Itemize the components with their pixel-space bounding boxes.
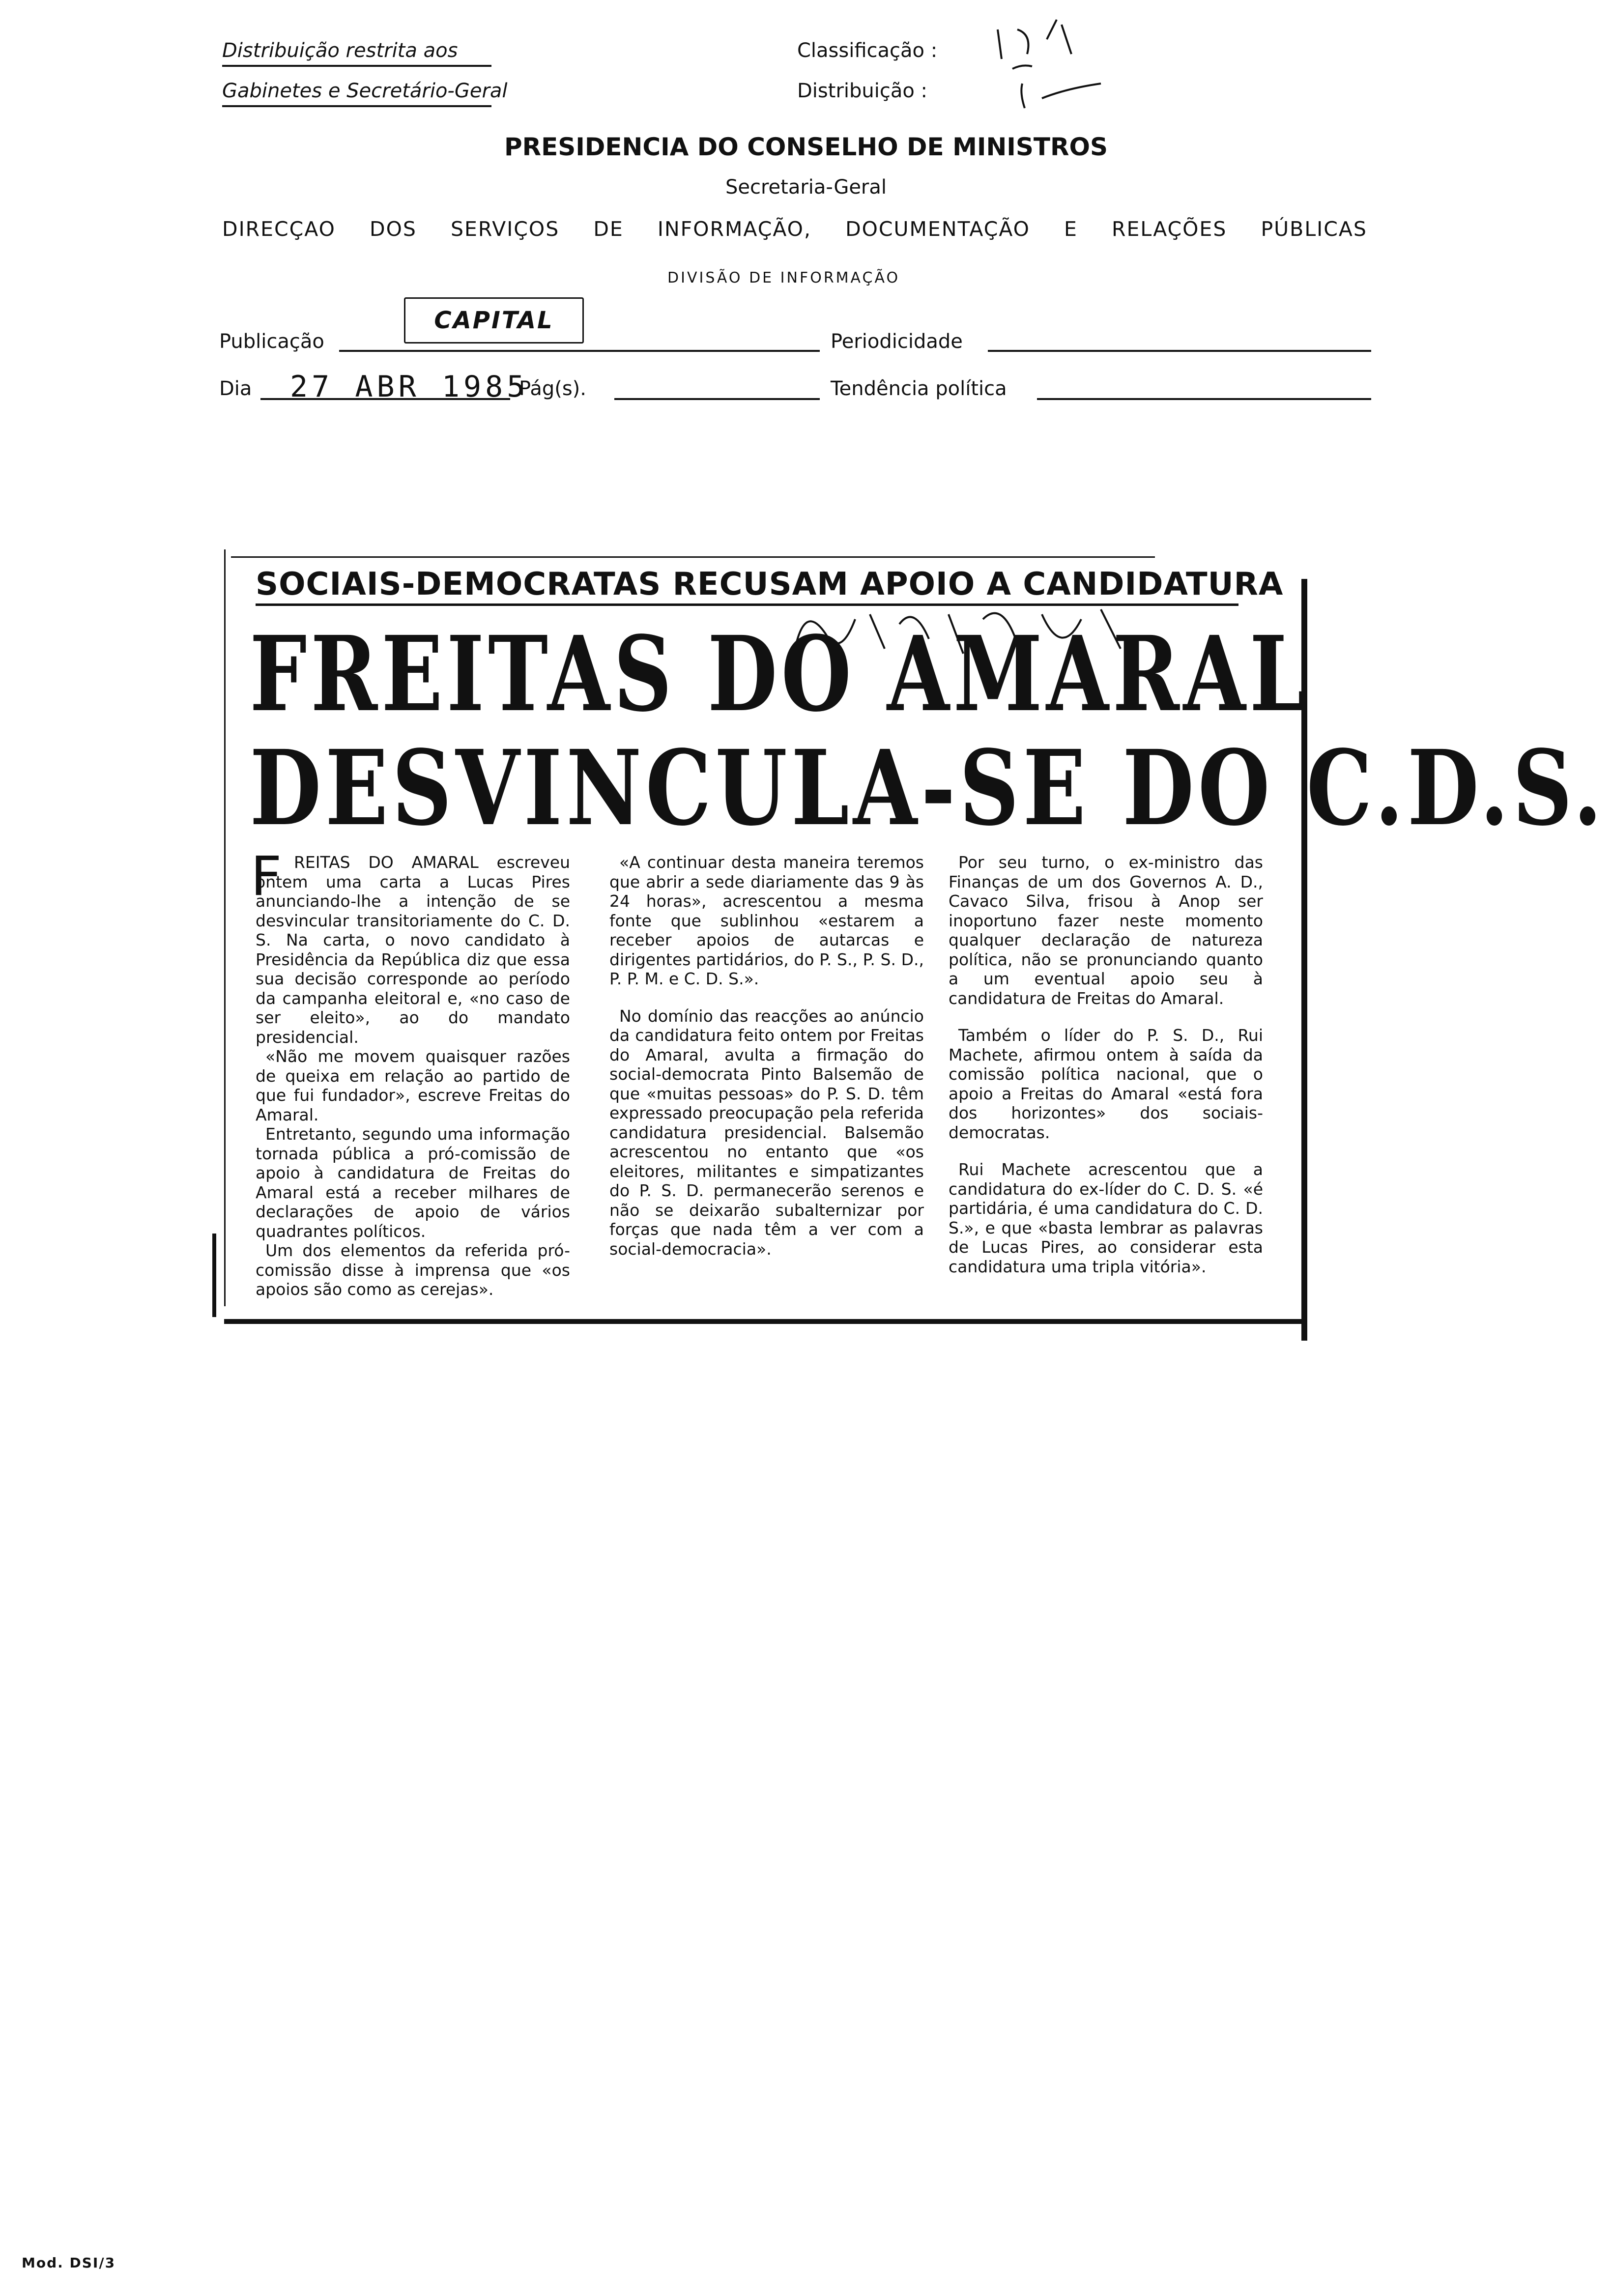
dropcap: F (251, 845, 282, 908)
article-column-2 (609, 853, 924, 1259)
underline (222, 65, 491, 67)
paragraph: Um dos elementos da referida pró-comissão disse à imprensa que «os apoios são como as cerejas». (256, 1241, 570, 1299)
periodicity-label: Periodicidade (831, 330, 963, 353)
clip-top-rule (231, 556, 1155, 558)
directorate-word: DIRECÇAO (222, 217, 336, 241)
publication-stamp: CAPITAL (404, 297, 584, 344)
paragraph: No domínio das reacções ao anúncio da candidatura feito ontem por Freitas do Amaral, avulta a firmação do social-democrata Pinto Balsemão de que «muitas pessoas» do P. S. D. têm expressado preocupação pela referida candidatura presidencial. Balsemão acrescentou no entanto que «os eleitores, militantes e simpatizantes do P. S. D. permanecerão serenos e não se deixarão subalternizar por forças que nada têm a ver com a social-democracia». (609, 1006, 924, 1259)
headline-line1: FREITAS DO AMARAL (250, 613, 1310, 735)
handwritten-annotation (786, 585, 1140, 668)
tendency-line (1037, 398, 1371, 400)
article-kicker: SOCIAIS-DEMOCRATAS RECUSAM APOIO A CANDIDATURA (256, 566, 1284, 603)
restricted-distribution-line2: Gabinetes e Secretário-Geral (222, 80, 508, 102)
directorate-word: DOCUMENTAÇÃO (845, 217, 1030, 241)
form-model-code: Mod. DSI/3 (22, 2255, 116, 2271)
paragraph: «A continuar desta maneira teremos que abrir a sede diariamente das 9 às 24 horas», acrescentou a mesma fonte que sublinhou «estarem a receber apoios de autarcas e dirigentes partidários, do P. S., P. S. D., P. P. M. e C. D. S.». (609, 853, 924, 988)
directorate-word: RELAÇÕES (1112, 217, 1227, 241)
directorate-word: SERVIÇOS (450, 217, 560, 241)
directorate-word: E (1064, 217, 1078, 241)
clip-left-rule (224, 549, 226, 1306)
headline-line2: DESVINCULA-SE DO C.D.S. (250, 727, 1606, 849)
periodicity-line (988, 350, 1371, 352)
directorate-word: INFORMAÇÃO, (657, 217, 811, 241)
handwritten-annotation (988, 10, 1116, 118)
directorate-word: DE (593, 217, 624, 241)
tendency-label: Tendência política (831, 377, 1007, 400)
article-column-1 (256, 853, 570, 1299)
pages-line (614, 398, 820, 400)
day-label: Dia (219, 377, 252, 400)
directorate-word: PÚBLICAS (1261, 217, 1367, 241)
pages-label: Pág(s). (519, 377, 586, 400)
org-subtitle: Secretaria-Geral (725, 176, 887, 199)
paragraph: REITAS DO AMARAL escreveu ontem uma carta a Lucas Pires anunciando-lhe a intenção de se desvincular transitoriamente do C. D. S. Na carta, o novo candidato à Presidência da República diz que essa sua decisão corresponde ao período da campanha eleitoral e, «no caso de ser eleito», ao do mandato presidencial. (256, 853, 570, 1047)
directorate-word: DOS (370, 217, 417, 241)
paragraph: Por seu turno, o ex-ministro das Finanças de um dos Governos A. D., Cavaco Silva, frisou à Anop ser inoportuno fazer neste momento qualquer declaração de natureza política, não se pronunciando quanto a um eventual apoio seu à candidatura de Freitas do Amaral. (949, 853, 1263, 1008)
publication-line (339, 350, 820, 352)
paragraph: Também o líder do P. S. D., Rui Machete, afirmou ontem à saída da comissão política nacional, que o apoio a Freitas do Amaral «está fora dos horizontes» dos sociais-democratas. (949, 1026, 1263, 1142)
distribution-label: Distribuição : (797, 80, 928, 102)
division-label: DIVISÃO DE INFORMAÇÃO (667, 269, 900, 287)
clip-margin-mark (212, 1234, 216, 1317)
clip-bottom-rule (224, 1319, 1307, 1324)
date-stamp: 27 ABR 1985 (290, 370, 529, 404)
org-title: PRESIDENCIA DO CONSELHO DE MINISTROS (504, 133, 1108, 161)
classification-label: Classificação : (797, 39, 938, 62)
directorate-line (222, 217, 1367, 241)
paragraph: «Não me movem quaisquer razões de queixa em relação ao partido de que fui fundador», escreve Freitas do Amaral. (256, 1047, 570, 1124)
article-column-3 (949, 853, 1263, 1276)
paragraph: Entretanto, segundo uma informação tornada pública a pró-comissão de apoio à candidatura de Freitas do Amaral está a receber milhares de declarações de apoio de vários quadrantes políticos. (256, 1124, 570, 1241)
paragraph: Rui Machete acrescentou que a candidatura do ex-líder do C. D. S. «é partidária, é uma candidatura do C. D. S.», e que «basta lembrar as palavras de Lucas Pires, ao considerar esta candidatura uma tripla vitória». (949, 1160, 1263, 1276)
underline (222, 105, 491, 107)
publication-label: Publicação (219, 330, 324, 353)
restricted-distribution-line1: Distribuição restrita aos (222, 39, 458, 62)
